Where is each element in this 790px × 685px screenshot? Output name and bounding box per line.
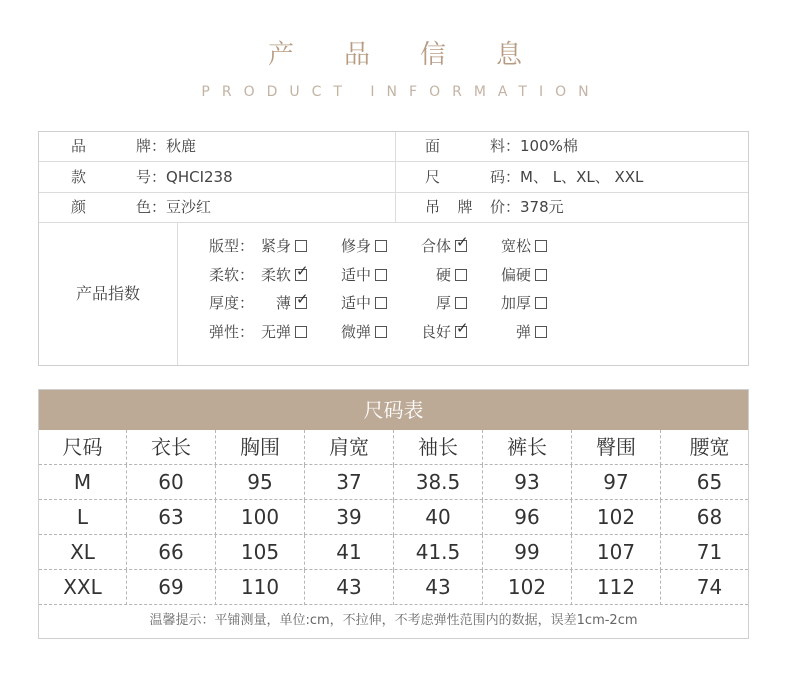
product-info-table: [38, 131, 749, 366]
size-table-cell: 37: [305, 465, 394, 500]
index-option-label: 柔软: [261, 266, 292, 284]
checkbox-icon: [375, 240, 387, 252]
index-row-name: 厚度：: [209, 294, 255, 312]
index-option: [421, 289, 467, 317]
index-row-name: 版型：: [209, 237, 255, 255]
checkbox-icon: [455, 297, 467, 309]
size-table-cell: 63: [127, 500, 216, 535]
fabric-value: 100%棉: [520, 137, 578, 155]
size-table-header-cell: 尺码: [39, 430, 127, 465]
size-table-cell: 102: [572, 500, 661, 535]
fabric-label: 面料: [425, 137, 505, 155]
size-table-row: [39, 465, 748, 500]
size-table-cell: 99: [483, 535, 572, 570]
info-row: 款号：QHCI238 尺码：M、 L、XL、 XXL: [39, 163, 748, 193]
sizes-value: M、 L、XL、 XXL: [520, 168, 644, 186]
checked-checkbox-icon: [295, 269, 307, 281]
index-option: [421, 318, 467, 346]
index-option: [501, 318, 547, 346]
size-table-cell: 96: [483, 500, 572, 535]
size-table-cell: 43: [305, 570, 394, 605]
checkbox-icon: [295, 326, 307, 338]
index-option: [261, 261, 307, 289]
tag-price-value: 378元: [520, 198, 564, 216]
size-table-header-cell: 臀围: [572, 430, 661, 465]
size-table-header-cell: 腰宽: [689, 435, 730, 459]
size-table-row: [39, 570, 748, 605]
checkbox-icon: [535, 240, 547, 252]
size-table-cell: 112: [572, 570, 661, 605]
checkbox-icon: [535, 297, 547, 309]
index-option-label: 无弹: [261, 323, 292, 341]
size-table-row: [39, 535, 748, 570]
index-option: [261, 289, 307, 317]
checkbox-icon: [375, 326, 387, 338]
size-table-cell: L: [39, 500, 127, 535]
index-option-label: 薄: [276, 294, 292, 312]
index-option: [501, 232, 547, 260]
size-table-cell: M: [39, 465, 127, 500]
brand-value: 秋鹿: [166, 137, 197, 155]
info-row: 颜色：豆沙红 吊牌价：378元: [39, 193, 748, 223]
page-subtitle: PRODUCT INFORMATION: [201, 84, 601, 100]
color-value: 豆沙红: [166, 198, 212, 216]
index-option: [341, 232, 387, 260]
size-table-cell: 66: [127, 535, 216, 570]
size-table-cell: 43: [394, 570, 483, 605]
size-table-cell: 60: [127, 465, 216, 500]
size-table-cell: 68: [696, 505, 723, 529]
index-option: [501, 289, 547, 317]
size-table-header-cell: 衣长: [127, 430, 216, 465]
size-table-cell: 107: [572, 535, 661, 570]
checkbox-icon: [375, 297, 387, 309]
index-option-label: 适中: [341, 266, 372, 284]
size-table-cell: 39: [305, 500, 394, 535]
index-option-label: 硬: [436, 266, 452, 284]
index-option-label: 弹: [516, 323, 532, 341]
size-table-cell: 110: [216, 570, 305, 605]
checked-checkbox-icon: [455, 326, 467, 338]
checkbox-icon: [295, 240, 307, 252]
checked-checkbox-icon: [295, 297, 307, 309]
checked-checkbox-icon: [455, 240, 467, 252]
sizes-label: 尺码: [425, 168, 505, 186]
checkbox-icon: [455, 269, 467, 281]
index-option: [421, 261, 467, 289]
checkbox-icon: [535, 269, 547, 281]
index-option: [261, 318, 307, 346]
measurement-note: 温馨提示：平铺测量，单位:cm，不拉伸，不考虑弹性范围内的数据，误差1cm-2cm: [149, 613, 638, 628]
index-option: [421, 232, 467, 260]
size-table-cell: 95: [216, 465, 305, 500]
size-table-header-cell: 肩宽: [305, 430, 394, 465]
size-table-cell: 38.5: [394, 465, 483, 500]
index-option-label: 偏硬: [501, 266, 532, 284]
size-table-cell: 69: [127, 570, 216, 605]
info-row: 品牌：秋鹿 面料：100%棉: [39, 132, 748, 162]
size-table-cell: 40: [394, 500, 483, 535]
checkbox-icon: [375, 269, 387, 281]
size-table-row: [39, 500, 748, 535]
size-table-cell: 102: [483, 570, 572, 605]
index-option: [341, 261, 387, 289]
size-table-cell: 105: [216, 535, 305, 570]
index-option-label: 紧身: [261, 237, 292, 255]
size-table-cell: 65: [696, 470, 723, 494]
brand-label: 品牌: [71, 137, 151, 155]
color-label: 颜色: [71, 198, 151, 216]
size-table-cell: 93: [483, 465, 572, 500]
index-option-label: 合体: [421, 237, 452, 255]
checkbox-icon: [535, 326, 547, 338]
size-table-header-cell: 胸围: [216, 430, 305, 465]
index-option-label: 宽松: [501, 237, 532, 255]
size-table-cell: 97: [572, 465, 661, 500]
size-table-cell: XL: [39, 535, 127, 570]
size-table-cell: 71: [696, 540, 723, 564]
size-table-cell: 41: [305, 535, 394, 570]
tag-price-label: 吊牌价: [425, 198, 505, 216]
size-table-header-cell: 袖长: [394, 430, 483, 465]
index-option-label: 修身: [341, 237, 372, 255]
size-table-cell: 74: [696, 575, 723, 599]
style-no-value: QHCI238: [166, 168, 233, 186]
index-option-label: 微弹: [341, 323, 372, 341]
product-index-section: [39, 223, 748, 365]
index-option: [501, 261, 547, 289]
index-row-name: 柔软：: [209, 266, 255, 284]
index-option: [341, 318, 387, 346]
index-option-label: 良好: [421, 323, 452, 341]
style-no-label: 款号: [71, 168, 151, 186]
index-option-label: 适中: [341, 294, 372, 312]
size-table-header-row: [39, 430, 748, 465]
index-option: [261, 232, 307, 260]
page-title: 产品信息: [267, 40, 572, 70]
index-option: [341, 289, 387, 317]
size-table-cell: 41.5: [394, 535, 483, 570]
index-option-label: 加厚: [501, 294, 532, 312]
size-table-cell: 100: [216, 500, 305, 535]
size-table: [38, 389, 749, 639]
product-index-label: 产品指数: [39, 223, 178, 365]
index-option-label: 厚: [436, 294, 452, 312]
size-table-title: 尺码表: [39, 390, 748, 430]
size-table-cell: XXL: [39, 570, 127, 605]
index-row-name: 弹性：: [209, 323, 255, 341]
size-table-header-cell: 裤长: [483, 430, 572, 465]
